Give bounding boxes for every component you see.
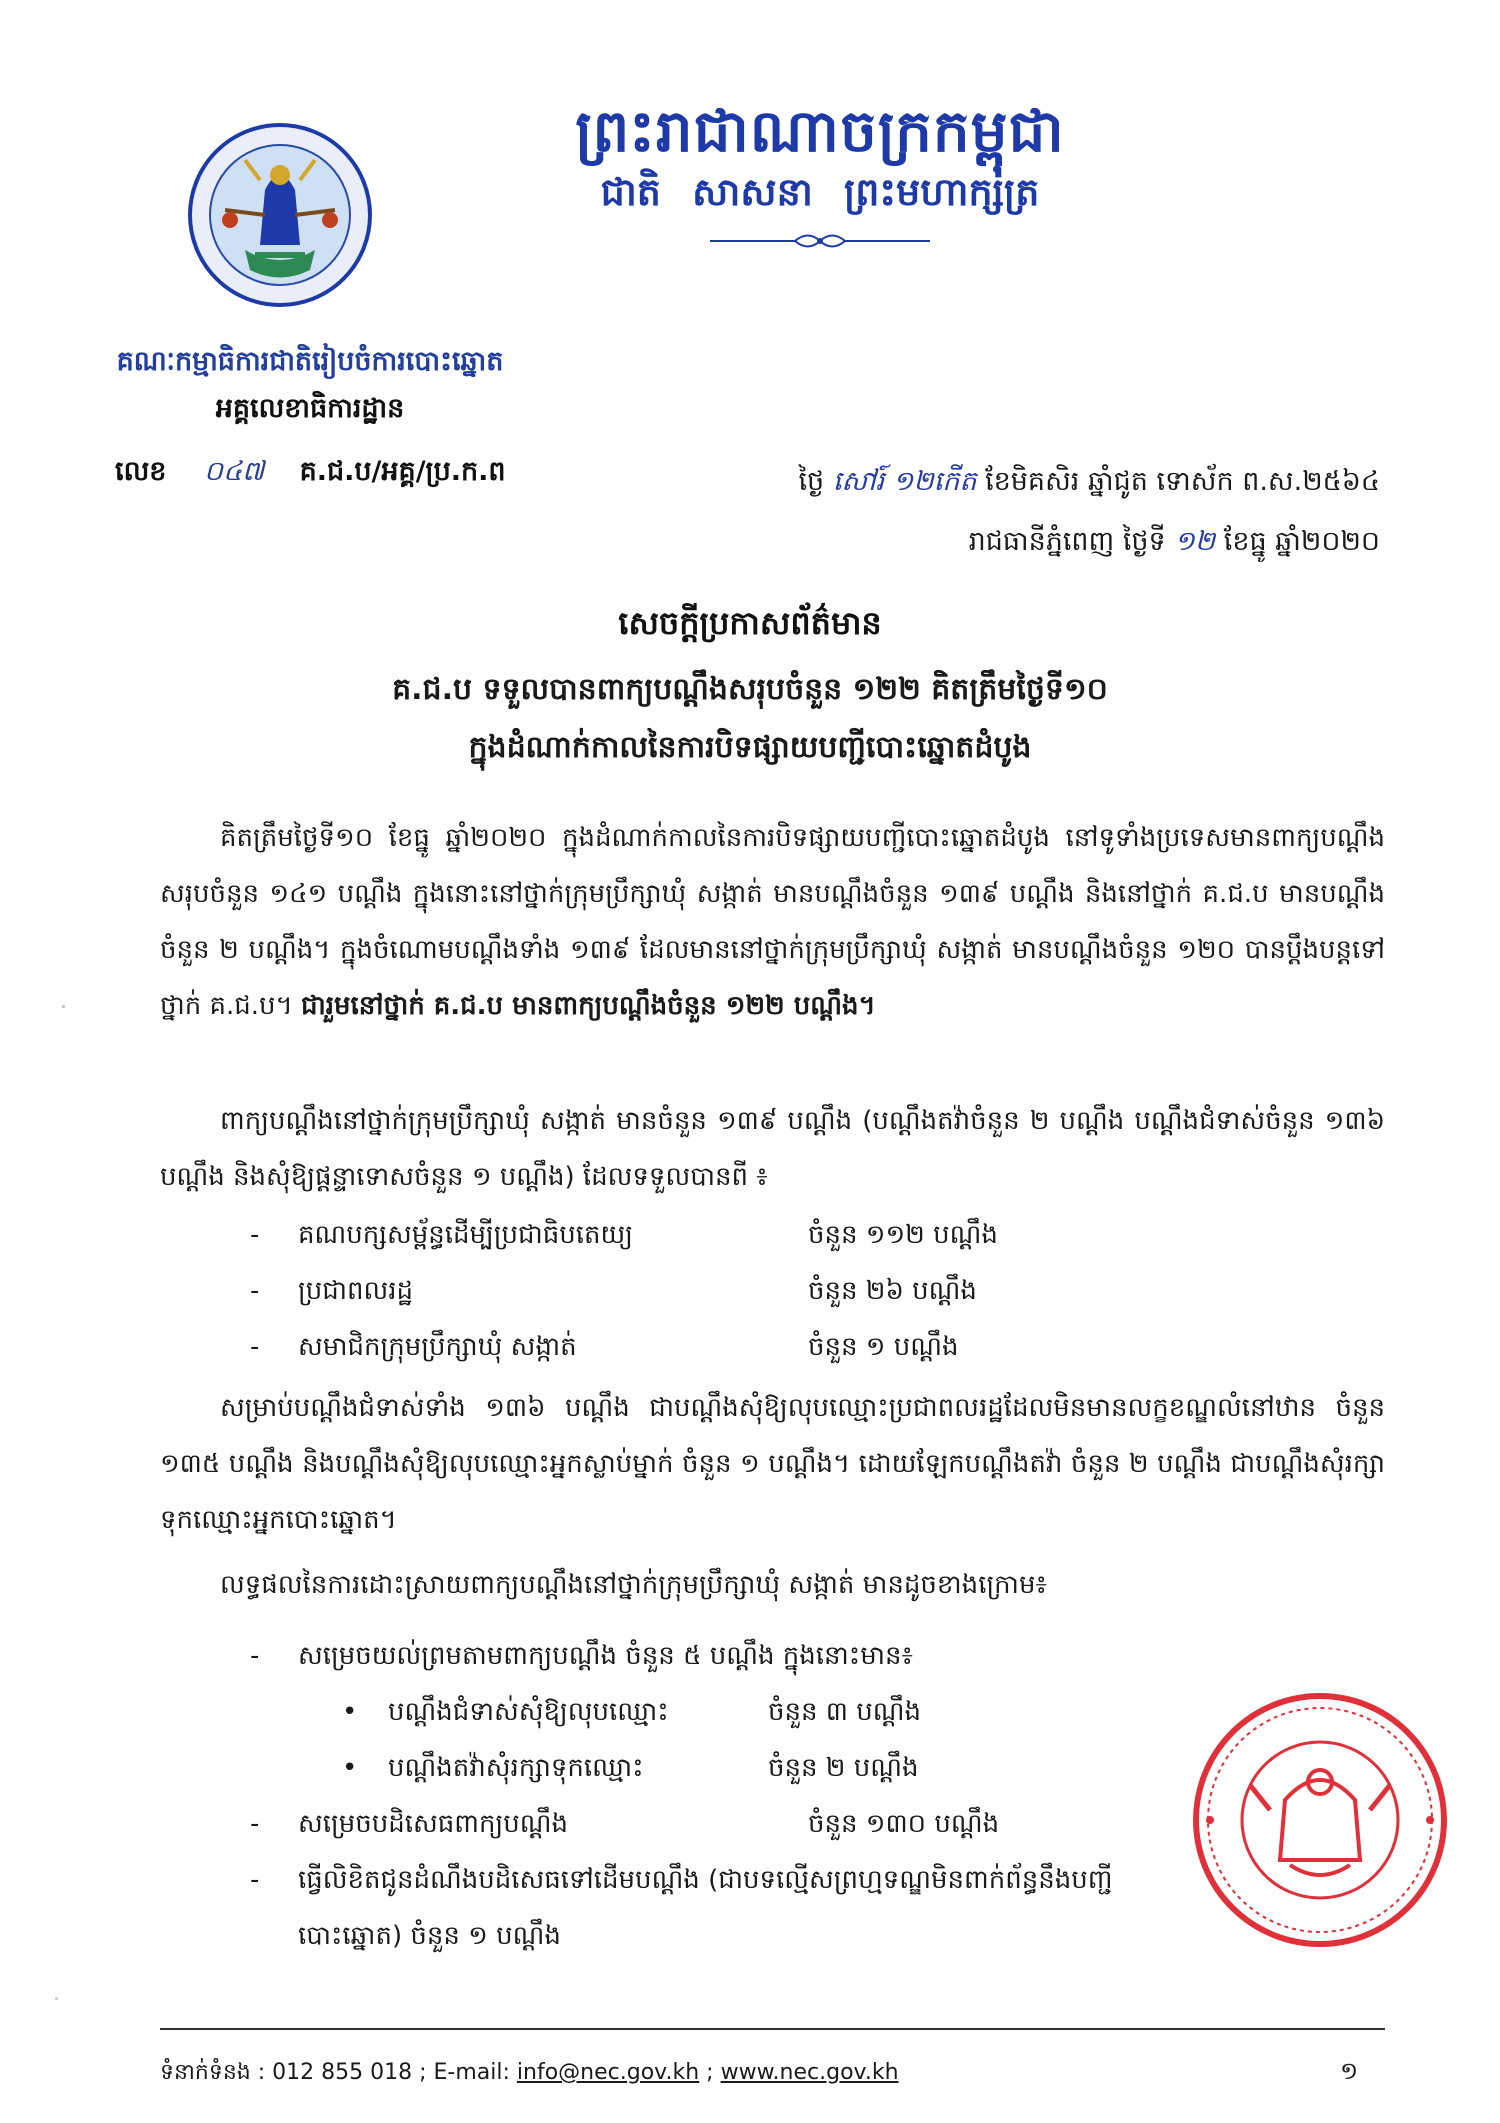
list-item xyxy=(250,1263,998,1319)
list-item xyxy=(250,1852,1113,1908)
organization-name: គណៈកម្មាធិការជាតិរៀបចំការបោះឆ្នោត xyxy=(116,346,504,377)
list-dash: - xyxy=(250,1276,260,1306)
list-item xyxy=(250,1684,1113,1740)
lunar-date-prefix: ថ្ងៃ xyxy=(798,466,825,497)
list-item xyxy=(250,1628,1113,1684)
source-name: គណបក្សសម្ព័ន្ធដើម្បីប្រជាធិបតេយ្យ xyxy=(298,1220,634,1250)
paragraph-1-text: គិតត្រឹមថ្ងៃទី១០ ខែធ្នូ ឆ្នាំ២០២០ ក្នុងដំណាក់កាលនៃការបិទផ្សាយបញ្ជីបោះឆ្នោតដំបូង នៅទូទាំងប្រទេសមានពាក្យបណ្តឹងសរុបចំនួន ១៤១ បណ្តឹង ក្នុងនោះនៅថ្នាក់ក្រុមប្រឹក្សាឃុំ សង្កាត់ មានបណ្តឹងចំនួន ១៣៩ បណ្តឹង និងនៅថ្នាក់ គ.ជ.ប មានបណ្តឹងចំនួន ២ បណ្តឹង។ ក្នុងចំណោមបណ្តឹងទាំង ១៣៩ ដែលមាននៅថ្នាក់ក្រុមប្រឹក្សាឃុំ សង្កាត់ មានបណ្តឹងចំនួន ១២០ បានប្តឹងបន្តទៅថ្នាក់ គ.ជ.ប។ xyxy=(160,823,1385,1021)
source-name: សមាជិកក្រុមប្រឹក្សាឃុំ សង្កាត់ xyxy=(298,1332,577,1362)
bullet-icon: • xyxy=(342,1697,358,1727)
list-dash: - xyxy=(250,1220,260,1250)
source-name: ប្រជាពលរដ្ឋ xyxy=(298,1276,414,1306)
list-item xyxy=(250,1740,1113,1796)
flourish-ornament-icon xyxy=(700,228,940,254)
lunar-date-suffix: ខែមិគសិរ ឆ្នាំជូត ទោស័ក ព.ស.២៥៦៤ xyxy=(985,466,1380,497)
list-item xyxy=(250,1207,998,1263)
document-subtitle-line-1: គ.ជ.ប ទទួលបានពាក្យបណ្តឹងសរុបចំនួន ១២២ គិតត្រឹមថ្ងៃទី១០ xyxy=(392,672,1108,707)
footer-contact xyxy=(160,2058,899,2090)
footer-separator: ; xyxy=(699,2060,721,2085)
result-referral-line-2: បោះឆ្នោត) ចំនួន ១ បណ្តឹង xyxy=(298,1921,561,1951)
lunar-date xyxy=(720,465,1380,504)
result-referral-line-1: ធ្វើលិខិតជូនដំណឹងបដិសេធទៅដើមបណ្តឹង (ជាបទល្មើសព្រហ្មទណ្ឌមិនពាក់ព័ន្ធនឹងបញ្ជី xyxy=(298,1865,1113,1895)
source-count: ចំនួន ២៦ បណ្តឹង xyxy=(808,1276,977,1306)
sources-list xyxy=(250,1207,998,1375)
reference-number-line xyxy=(115,455,506,494)
footer-website-link[interactable]: www.nec.gov.kh xyxy=(720,2060,899,2085)
document-title: សេចក្តីប្រកាសព័ត៌មាន xyxy=(618,604,882,642)
national-motto: ជាតិ សាសនា ព្រះមហាក្សត្រ xyxy=(600,169,1040,214)
footer-divider xyxy=(160,2028,1385,2030)
list-dash: - xyxy=(250,1332,260,1362)
list-item xyxy=(250,1908,1113,1964)
source-count: ចំនួន ១ បណ្តឹង xyxy=(808,1332,959,1362)
bullet-icon: • xyxy=(342,1753,358,1783)
sub-result-name: បណ្តឹងជំទាស់សុំឱ្យលុបឈ្មោះ xyxy=(388,1697,669,1727)
paragraph-2-text: ពាក្យបណ្តឹងនៅថ្នាក់ក្រុមប្រឹក្សាឃុំ សង្កាត់ មានចំនួន ១៣៩ បណ្តឹង (បណ្តឹងតវ៉ាចំនួន ២ បណ្តឹង បណ្តឹងជំទាស់ចំនួន ១៣៦ បណ្តឹង និងសុំឱ្យផ្តន្ទាទោសចំនួន ១ បណ្តឹង) ដែលទទួលបានពី ៖ xyxy=(160,1106,1385,1192)
paragraph-1-conclusion: ជារួមនៅថ្នាក់ គ.ជ.ប មានពាក្យបណ្តឹងចំនួន ១២២ បណ្តឹង។ xyxy=(300,991,876,1021)
list-dash: - xyxy=(250,1809,260,1839)
results-list xyxy=(250,1628,1113,1964)
document-subtitle-line-2: ក្នុងដំណាក់កាលនៃការបិទផ្សាយបញ្ជីបោះឆ្នោតដំបូង xyxy=(468,730,1032,765)
reference-code: គ.ជ.ប/អគ្គ/ប្រ.ក.ព xyxy=(299,456,506,487)
official-seal-icon xyxy=(1190,1690,1450,1950)
nec-emblem-icon xyxy=(185,120,375,310)
list-item xyxy=(250,1796,1113,1852)
sub-result-name: បណ្តឹងតវ៉ាសុំរក្សាទុកឈ្មោះ xyxy=(388,1753,644,1783)
solar-date-handwritten: ១២ xyxy=(1174,526,1216,557)
source-count: ចំនួន ១១២ បណ្តឹង xyxy=(808,1220,998,1250)
paragraph-3 xyxy=(160,1380,1385,1548)
sub-result-count: ចំនួន ៣ បណ្តឹង xyxy=(768,1697,922,1727)
solar-date-suffix: ខែធ្នូ ឆ្នាំ២០២០ xyxy=(1223,526,1380,557)
list-dash: - xyxy=(250,1641,260,1671)
result-rejected-count: ចំនួន ១៣០ បណ្តឹង xyxy=(808,1809,1000,1839)
solar-date-prefix: រាជធានីភ្នំពេញ ថ្ងៃទី xyxy=(968,526,1166,557)
paragraph-4-text: លទ្ធផលនៃការដោះស្រាយពាក្យបណ្តឹងនៅថ្នាក់ក្រុមប្រឹក្សាឃុំ សង្កាត់ មានដូចខាងក្រោម៖ xyxy=(220,1570,1047,1600)
paragraph-1 xyxy=(160,810,1385,1034)
sub-result-count: ចំនួន ២ បណ្តឹង xyxy=(768,1753,919,1783)
result-approved: សម្រេចយល់ព្រមតាមពាក្យបណ្តឹង ចំនួន ៥ បណ្តឹង ក្នុងនោះមាន៖ xyxy=(298,1641,913,1671)
footer-contact-label: ទំនាក់ទំនង : 012 855 018 ; E-mail: xyxy=(160,2060,517,2085)
solar-date xyxy=(720,525,1380,564)
paragraph-2 xyxy=(160,1093,1385,1205)
paragraph-3-text: សម្រាប់បណ្តឹងជំទាស់ទាំង ១៣៦ បណ្តឹង ជាបណ្តឹងសុំឱ្យលុបឈ្មោះប្រជាពលរដ្ឋដែលមិនមានលក្ខខណ្ឌលំនៅឋាន ចំនួន ១៣៥ បណ្តឹង និងបណ្តឹងសុំឱ្យលុបឈ្មោះអ្នកស្លាប់ម្នាក់ ចំនួន ១ បណ្តឹង។ ដោយឡែកបណ្តឹងតវ៉ា ចំនួន ២ បណ្តឹង ជាបណ្តឹងសុំរក្សាទុកឈ្មោះអ្នកបោះឆ្នោត។ xyxy=(160,1393,1385,1535)
scan-dot xyxy=(55,1997,58,2000)
scan-dot xyxy=(62,1005,65,1008)
list-dash: - xyxy=(250,1865,260,1895)
page-number: ១ xyxy=(1340,2057,1359,2085)
footer-email-link[interactable]: info@nec.gov.kh xyxy=(516,2060,700,2085)
secretariat-name: អគ្គលេខាធិការដ្ឋាន xyxy=(215,393,405,424)
result-rejected-name: សម្រេចបដិសេធពាក្យបណ្តឹង xyxy=(298,1809,569,1839)
paragraph-4 xyxy=(160,1557,1385,1613)
reference-number: ០៤៧ xyxy=(203,456,265,487)
lunar-date-handwritten: សៅរ៍ ១២កើត xyxy=(832,466,977,497)
reference-label: លេខ xyxy=(115,456,167,487)
list-item xyxy=(250,1319,998,1375)
kingdom-title: ព្រះរាជាណាចក្រកម្ពុជា xyxy=(575,97,1065,165)
